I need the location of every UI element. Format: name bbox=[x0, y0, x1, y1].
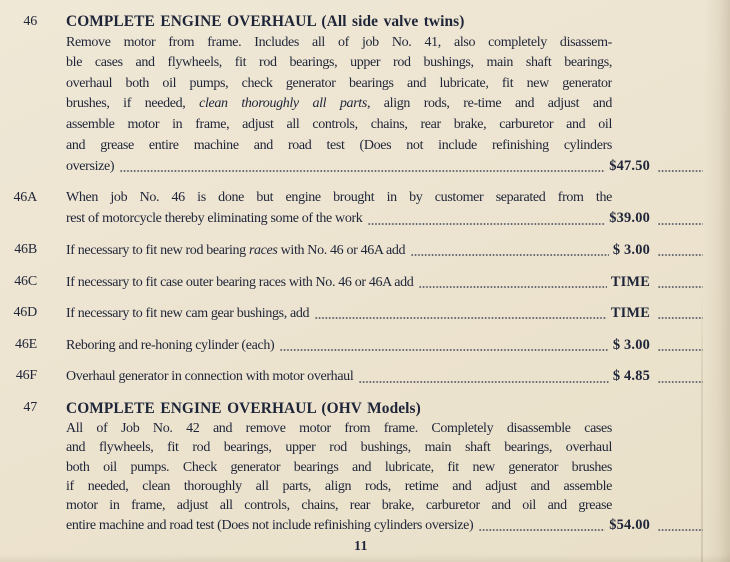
price-value: $ 3.00 bbox=[612, 241, 650, 258]
job-number: 46 bbox=[23, 14, 37, 29]
line-text bbox=[66, 55, 612, 70]
text-segment: All of Job No. 42 and remove motor from frame. Completely disassemble cases bbox=[66, 420, 612, 436]
body-line bbox=[66, 115, 612, 136]
job-number: 46C bbox=[14, 273, 37, 289]
dot-leader bbox=[368, 223, 605, 225]
text-segment: oversize) bbox=[66, 159, 115, 175]
line-text bbox=[66, 367, 353, 387]
priced-line bbox=[66, 240, 703, 261]
dot-leader bbox=[419, 286, 606, 288]
fill-in-dots bbox=[658, 529, 703, 531]
entry-body bbox=[66, 272, 703, 293]
job-number: 47 bbox=[23, 399, 37, 415]
text-segment: overhaul both oil pumps, check generator bearings and lubricate, fit new generator bbox=[66, 75, 612, 91]
text-segment: ble cases and flywheels, fit rod bearings, upper rod bushings, main shaft bearings, bbox=[66, 55, 612, 71]
body-line bbox=[66, 94, 612, 115]
fill-in-dots bbox=[658, 381, 703, 383]
price-list-entry bbox=[0, 398, 730, 536]
entry-body bbox=[66, 335, 703, 356]
text-segment: If necessary to fit case outer bearing races with No. 46 or 46A add bbox=[66, 274, 414, 290]
body-line bbox=[66, 188, 612, 209]
price-list-entries bbox=[0, 12, 730, 535]
price-list-entry bbox=[0, 272, 730, 293]
fill-in-dots bbox=[658, 286, 703, 288]
priced-line bbox=[66, 366, 703, 387]
price-list-entry bbox=[0, 366, 730, 387]
fill-in-dots bbox=[658, 349, 703, 351]
priced-line bbox=[66, 335, 703, 356]
price-value: $ 4.85 bbox=[612, 368, 650, 385]
text-segment: align rods, re-time and adjust and bbox=[370, 96, 612, 112]
price-list-entry bbox=[0, 240, 730, 261]
line-text bbox=[66, 273, 413, 293]
text-segment: and grease entire machine and road test (Does not include refinishing cylinders bbox=[66, 137, 612, 153]
line-text bbox=[66, 516, 473, 535]
text-segment: assemble motor in frame, adjust all controls, chains, rear brake, carburetor and oil bbox=[66, 116, 612, 132]
price-value: $ 3.00 bbox=[612, 336, 650, 353]
price-list-entry bbox=[0, 303, 730, 324]
line-text bbox=[66, 35, 612, 50]
dot-leader bbox=[411, 254, 609, 256]
body-line bbox=[66, 496, 612, 515]
line-text bbox=[66, 138, 612, 153]
text-segment: brushes, if needed, bbox=[66, 96, 200, 112]
entry-body bbox=[66, 240, 703, 261]
text-segment: if needed, clean thoroughly all parts, align rods, retime and adjust and assemble bbox=[66, 479, 612, 495]
text-segment: rest of motorcycle thereby eliminating some of the work bbox=[66, 211, 363, 227]
page-number: 11 bbox=[354, 538, 368, 553]
text-segment: If necessary to fit new rod bearing bbox=[66, 242, 249, 258]
entry-heading: COMPLETE ENGINE OVERHAUL (All side valve twins) bbox=[66, 13, 465, 30]
line-text bbox=[66, 209, 362, 229]
line-text bbox=[66, 157, 114, 177]
priced-line bbox=[66, 208, 703, 229]
entry-body bbox=[66, 366, 703, 387]
entry-body bbox=[66, 398, 703, 536]
job-number: 46F bbox=[15, 368, 37, 384]
text-segment: If necessary to fit new cam gear bushings, add bbox=[66, 306, 310, 322]
price-value: TIME bbox=[610, 273, 650, 290]
price-list-entry bbox=[0, 12, 730, 177]
price-list-entry bbox=[0, 335, 730, 356]
body-line bbox=[66, 136, 612, 157]
job-number: 46D bbox=[13, 305, 37, 321]
italic-text-segment: clean thoroughly all parts, bbox=[199, 96, 371, 112]
text-segment: Remove motor from frame. Includes all of job No. 41, also completely disassem- bbox=[66, 34, 612, 50]
entry-heading: COMPLETE ENGINE OVERHAUL (OHV Models) bbox=[66, 399, 421, 417]
text-segment: When job No. 46 is done but engine brought in by customer separated from the bbox=[66, 189, 612, 205]
text-segment: Reboring and re-honing cylinder (each) bbox=[66, 337, 275, 353]
text-segment: Overhaul generator in connection with motor overhaul bbox=[66, 369, 354, 385]
line-text bbox=[66, 498, 612, 513]
line-text bbox=[66, 190, 612, 205]
entry-body bbox=[66, 12, 703, 177]
job-number: 46A bbox=[13, 189, 37, 205]
body-line bbox=[66, 419, 612, 438]
priced-line bbox=[66, 272, 703, 293]
price-value: $39.00 bbox=[609, 210, 650, 227]
dot-leader bbox=[315, 317, 607, 319]
fill-in-dots bbox=[658, 254, 703, 256]
body-line bbox=[66, 458, 612, 477]
text-segment: motor in frame, adjust all controls, chains, rear brake, carburetor and oil and grease bbox=[66, 498, 612, 514]
fill-in-dots bbox=[658, 170, 703, 172]
line-text bbox=[66, 304, 309, 324]
text-segment: entire machine and road test (Does not include refinishing cylinders oversize) bbox=[66, 517, 474, 533]
body-line bbox=[66, 438, 612, 457]
fill-in-dots bbox=[658, 223, 703, 225]
line-text bbox=[66, 421, 612, 436]
priced-line bbox=[66, 303, 703, 324]
entry-body bbox=[66, 303, 703, 324]
priced-line bbox=[66, 516, 703, 536]
line-text bbox=[66, 76, 612, 91]
price-value: TIME bbox=[610, 305, 650, 322]
body-line bbox=[66, 74, 612, 95]
body-line bbox=[66, 53, 612, 74]
page-bottom-shadow bbox=[0, 554, 730, 562]
priced-line bbox=[66, 156, 703, 177]
price-value: $54.00 bbox=[609, 516, 650, 533]
dot-leader bbox=[479, 529, 605, 531]
text-segment: both oil pumps. Check generator bearings and lubricate, fit new generator brushes bbox=[66, 459, 612, 475]
entry-body bbox=[66, 188, 703, 229]
job-number: 46E bbox=[15, 336, 37, 352]
line-text bbox=[66, 96, 612, 111]
body-line bbox=[66, 33, 612, 54]
dot-leader bbox=[120, 170, 605, 172]
line-text bbox=[66, 460, 612, 475]
price-value: $47.50 bbox=[609, 158, 650, 175]
text-segment: with No. 46 or 46A add bbox=[277, 242, 406, 258]
dot-leader bbox=[280, 349, 609, 351]
line-text bbox=[66, 440, 612, 455]
price-list-entry bbox=[0, 188, 730, 229]
line-text bbox=[66, 479, 612, 494]
body-line bbox=[66, 477, 612, 496]
text-segment: and flywheels, fit rod bearings, upper rod bushings, main shaft bearings, overhaul bbox=[66, 440, 612, 456]
job-number: 46B bbox=[14, 241, 37, 257]
line-text bbox=[66, 241, 405, 261]
line-text bbox=[66, 117, 612, 132]
dot-leader bbox=[359, 381, 608, 383]
italic-text-segment: races bbox=[248, 242, 278, 258]
fill-in-dots bbox=[658, 317, 703, 319]
line-text bbox=[66, 336, 274, 356]
